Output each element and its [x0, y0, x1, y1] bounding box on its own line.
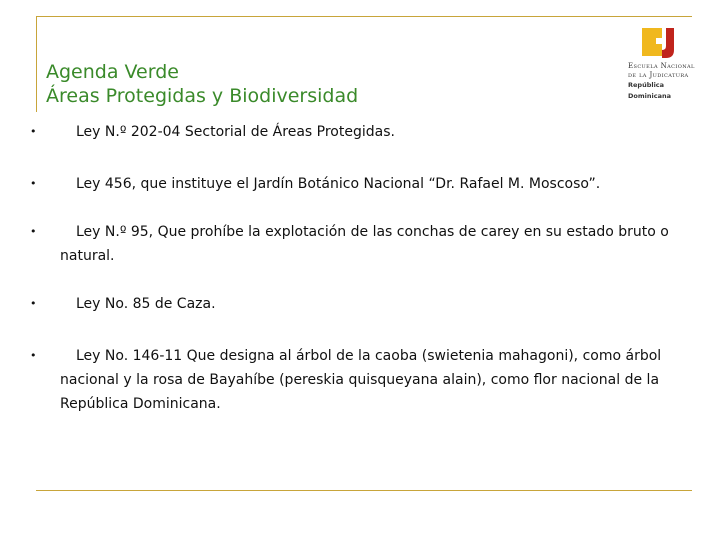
bullet-icon: • — [30, 125, 37, 138]
list-item-text: Ley N.º 95, Que prohíbe la explotación de las conchas de carey en su estado bruto o natural. — [60, 224, 669, 264]
logo-gold-block — [642, 28, 656, 56]
left-rule — [36, 16, 37, 112]
bottom-rule — [36, 490, 692, 491]
bullet-icon: • — [30, 177, 37, 190]
list-item-text: Ley No. 85 de Caza. — [76, 296, 216, 312]
logo-line-2: de la Judicatura — [628, 71, 689, 79]
slide-title-line-2: Áreas Protegidas y Biodiversidad — [46, 85, 359, 107]
logo-line-3: República Dominicana — [628, 81, 671, 100]
bullet-icon: • — [30, 349, 37, 362]
list-item-text: Ley N.º 202-04 Sectorial de Áreas Protegidas. — [76, 124, 395, 140]
logo-line-1: Escuela Nacional — [628, 62, 695, 70]
list-item — [30, 120, 695, 144]
list-item — [30, 220, 695, 268]
slide-title-line-1: Agenda Verde — [46, 61, 179, 83]
list-item-text: Ley 456, que instituye el Jardín Botánico Nacional “Dr. Rafael M. Moscoso”. — [76, 176, 601, 192]
list-item — [30, 344, 695, 416]
top-rule — [36, 16, 692, 17]
logo-caption — [628, 62, 700, 102]
slide-title — [46, 60, 358, 108]
bullet-icon: • — [30, 225, 37, 238]
logo-red-block — [662, 28, 674, 58]
law-list — [30, 120, 695, 416]
list-item — [30, 172, 695, 196]
list-item — [30, 292, 695, 316]
bullet-icon: • — [30, 297, 37, 310]
list-item-text: Ley No. 146-11 Que designa al árbol de la caoba (swietenia mahagoni), como árbol nacional y la rosa de Bayahíbe (pereskia quisqueyana alain), como flor nacional de la República Dominicana. — [60, 348, 662, 412]
